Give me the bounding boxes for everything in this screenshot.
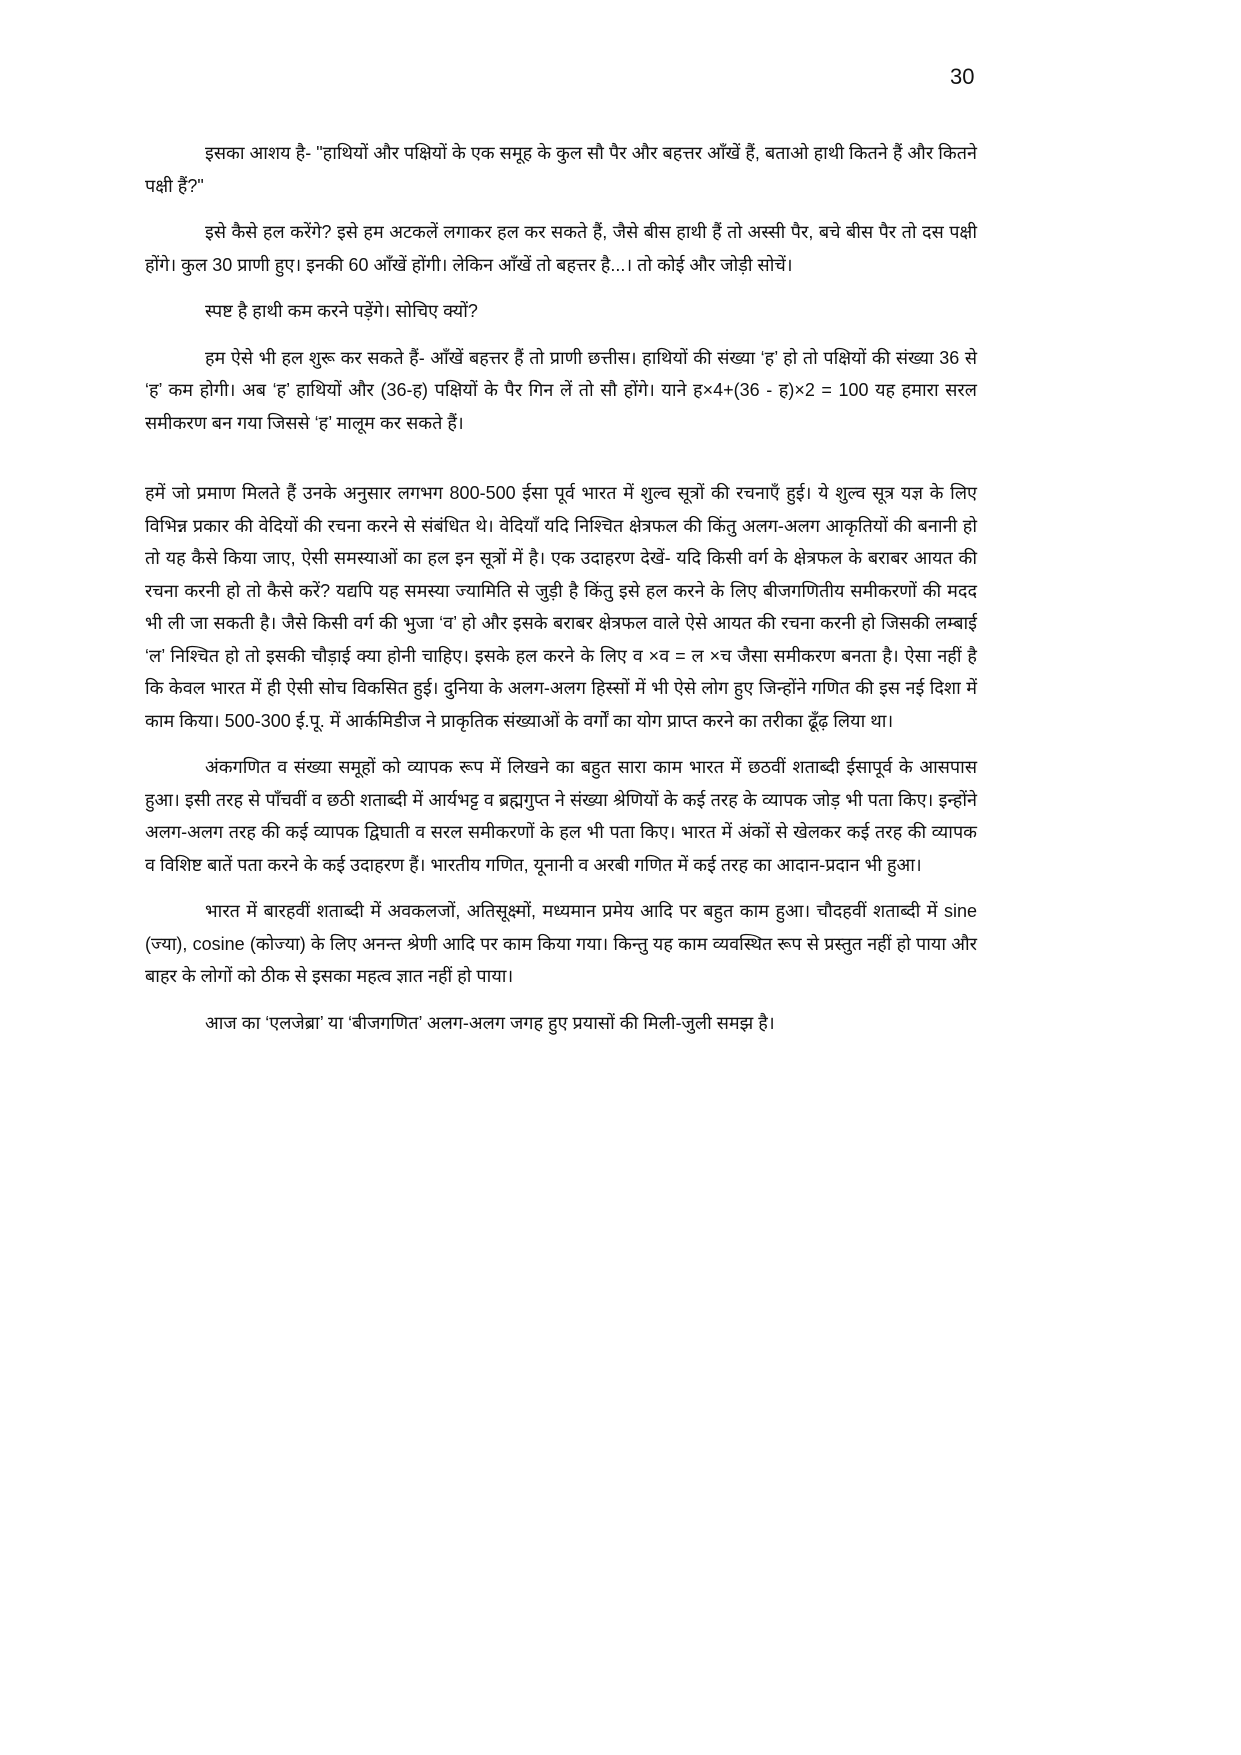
paragraph-twelfth-century: भारत में बारहवीं शताब्दी में अवकलजों, अतिसूक्ष्मों, मध्यमान प्रमेय आदि पर बहुत काम हुआ। चौदहवीं शताब्दी में sine (ज्या), cosine (कोज्या) के लिए अनन्त श्रेणी आदि पर काम किया गया। किन्तु यह काम व्यवस्थित रूप से प्रस्तुत नहीं हो पाया और बाहर के लोगों को ठीक से इसका महत्व ज्ञात नहीं हो पाया।: [145, 901, 977, 986]
paragraph-reduce-elephants: स्पष्ट है हाथी कम करने पड़ेंगे। सोचिए क्यों?: [205, 301, 478, 321]
paragraph-guessing: इसे कैसे हल करेंगे? इसे हम अटकलें लगाकर हल कर सकते हैं, जैसे बीस हाथी हैं तो अस्सी पैर, बचे बीस पैर तो दस पक्षी होंगे। कुल 30 प्राणी हुए। इनकी 60 आँखें होंगी। लेकिन आँखें तो बहत्तर है...। तो कोई और जोड़ी सोचें।: [145, 222, 977, 275]
page-body: [145, 137, 977, 1053]
paragraph-algebra-today: आज का ‘एलजेब्रा’ या ‘बीजगणित’ अलग-अलग जगह हुए प्रयासों की मिली-जुली समझ है।: [205, 1012, 775, 1033]
paragraph-arithmetic-history: अंकगणित व संख्या समूहों को व्यापक रूप में लिखने का बहुत सारा काम भारत में छठवीं शताब्दी ईसापूर्व के आसपास हुआ। इसी तरह से पाँचवीं व छठी शताब्दी में आर्यभट्ट व ब्रह्मगुप्त ने संख्या श्रेणियों के कई तरह के व्यापक जोड़ भी पता किए। इन्होंने अलग-अलग तरह की कई व्यापक द्विघाती व सरल समीकरणों के हल भी पता किए। भारत में अंकों से खेलकर कई तरह की व्यापक व विशिष्ट बातें पता करने के कई उदाहरण हैं। भारतीय गणित, यूनानी व अरबी गणित में कई तरह का आदान-प्रदान भी हुआ।: [145, 757, 977, 875]
paragraph-riddle: इसका आशय है- "हाथियों और पक्षियों के एक समूह के कुल सौ पैर और बहत्तर आँखें हैं, बताओ हाथी कितने हैं और कितने पक्षी हैं?": [145, 143, 977, 196]
paragraph-equation: हम ऐसे भी हल शुरू कर सकते हैं- आँखें बहत्तर हैं तो प्राणी छत्तीस। हाथियों की संख्या ‘ह’ हो तो पक्षियों की संख्या 36 से ‘ह’ कम होगी। अब ‘ह’ हाथियों और (36-ह) पक्षियों के पैर गिन लें तो सौ होंगे। याने ह×4+(36 - ह)×2 = 100 यह हमारा सरल समीकरण बन गया जिससे ‘ह’ मालूम कर सकते हैं।: [145, 347, 977, 433]
paragraph-shulva-sutras: हमें जो प्रमाण मिलते हैं उनके अनुसार लगभग 800-500 ईसा पूर्व भारत में शुल्व सूत्रों की रचनाएँ हुई। ये शुल्व सूत्र यज्ञ के लिए विभिन्न प्रकार की वेदियों की रचना करने से संबंधित थे। वेदियाँ यदि निश्चित क्षेत्रफल की किंतु अलग-अलग आकृतियों की बनानी हो तो यह कैसे किया जाए, ऐसी समस्याओं का हल इन सूत्रों में है। एक उदाहरण देखें- यदि किसी वर्ग के क्षेत्रफल के बराबर आयत की रचना करनी हो तो कैसे करें? यद्यपि यह समस्या ज्यामिति से जुड़ी है किंतु इसे हल करने के लिए बीजगणितीय समीकरणों की मदद भी ली जा सकती है। जैसे किसी वर्ग की भुजा ‘व’ हो और इसके बराबर क्षेत्रफल वाले ऐसे आयत की रचना करनी हो जिसकी लम्बाई ‘ल’ निश्चित हो तो इसकी चौड़ाई क्या होनी चाहिए। इसके हल करने के लिए व ×व = ल ×च जैसा समीकरण बनता है। ऐसा नहीं है कि केवल भारत में ही ऐसी सोच विकसित हुई। दुनिया के अलग-अलग हिस्सों में भी ऐसे लोग हुए जिन्होंने गणित की इस नई दिशा में काम किया। 500-300 ई.पू. में आर्कमिडीज ने प्राकृतिक संख्याओं के वर्गों का योग प्राप्त करने का तरीका ढूँढ़ लिया था।: [145, 483, 977, 731]
page-number: 30: [950, 64, 975, 89]
